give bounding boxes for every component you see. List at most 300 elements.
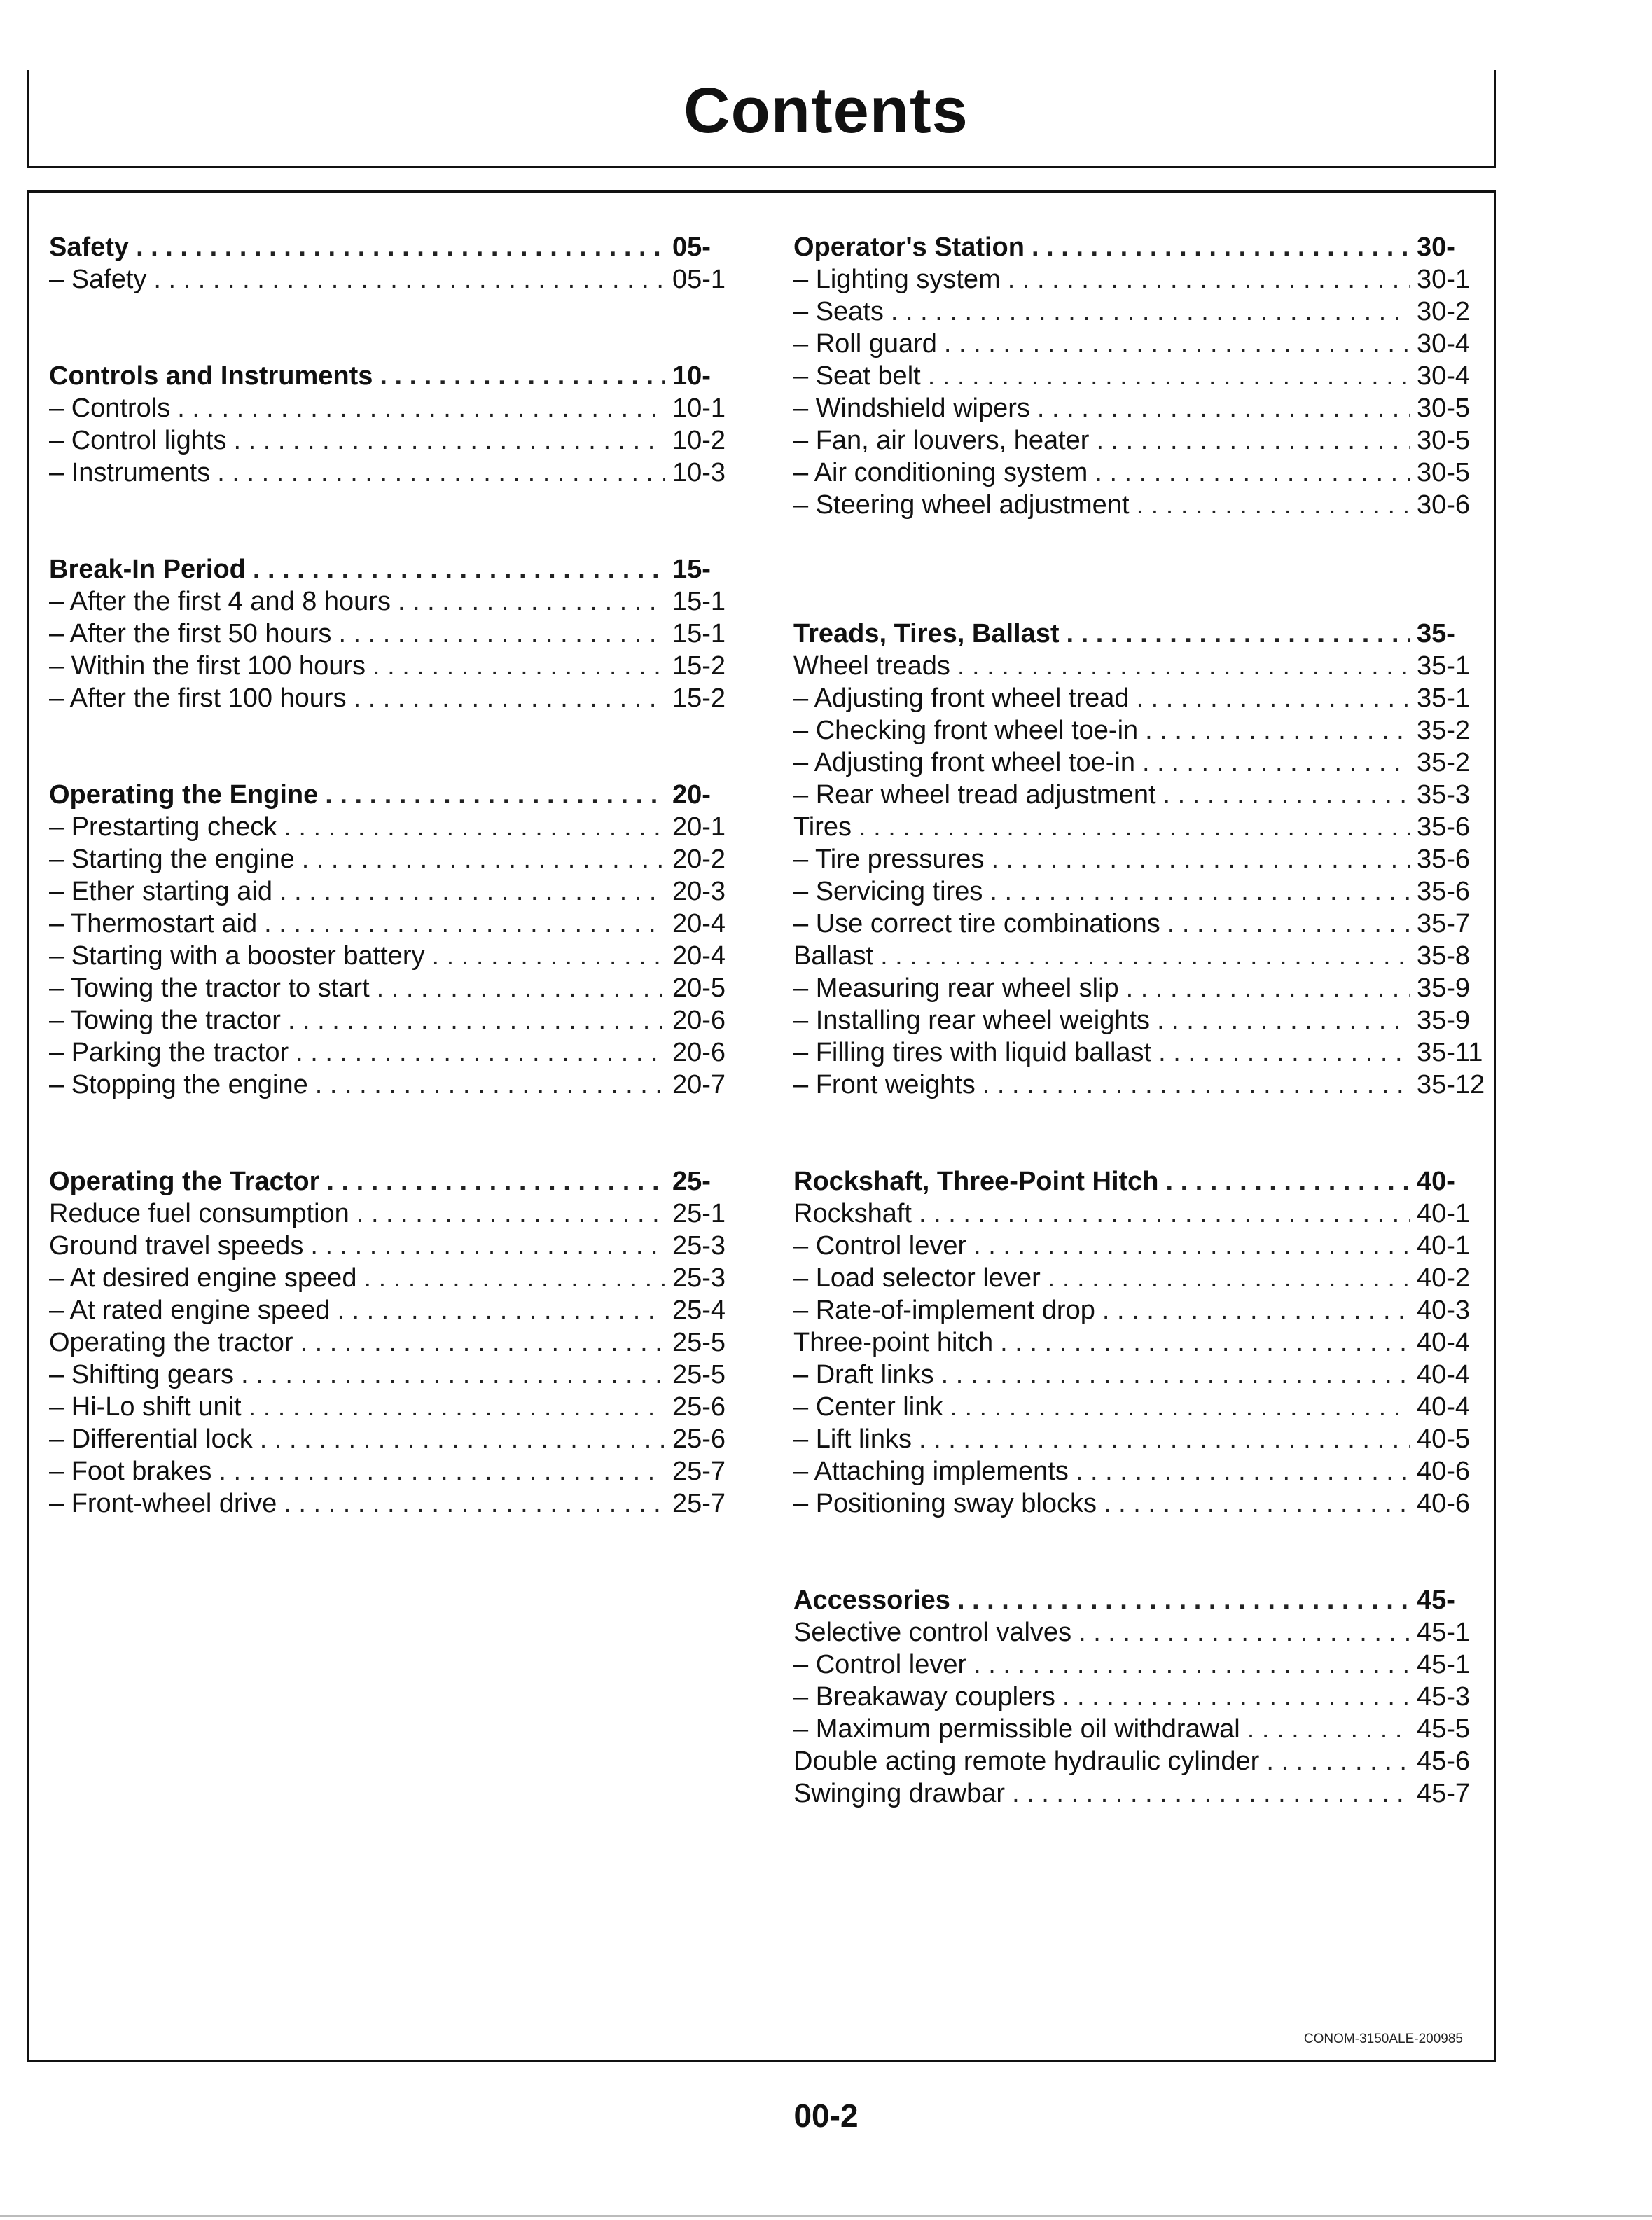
toc-entry[interactable]	[793, 1262, 1476, 1294]
toc-entry-label: – Control lever	[793, 1231, 967, 1261]
toc-entry[interactable]	[793, 1036, 1483, 1069]
spacer	[49, 714, 732, 747]
toc-entry[interactable]	[49, 1326, 732, 1359]
toc-entry-label: – Parking the tractor	[49, 1038, 289, 1067]
toc-entry[interactable]	[793, 908, 1476, 940]
toc-entry-page: 40-4	[1417, 1392, 1471, 1422]
dot-leader	[363, 1262, 665, 1294]
toc-entry-label: Operating the tractor	[49, 1328, 293, 1357]
toc-entry-label: – At desired engine speed	[49, 1263, 357, 1293]
toc-entry-label: – Air conditioning system	[793, 458, 1088, 487]
toc-entry-page: 20-2	[672, 845, 726, 874]
dot-leader	[217, 457, 665, 489]
toc-entry-page: 15-	[672, 555, 711, 584]
toc-entry[interactable]	[793, 263, 1476, 296]
toc-entry[interactable]	[49, 618, 732, 650]
toc-entry-page: 20-3	[672, 877, 726, 906]
toc-entry[interactable]	[49, 1036, 732, 1069]
toc-entry[interactable]	[49, 972, 732, 1004]
toc-entry-page: 35-6	[1417, 812, 1471, 842]
toc-entry-page: 35-12	[1417, 1070, 1485, 1099]
dot-leader	[233, 424, 665, 457]
spacer	[49, 1101, 732, 1133]
toc-entry-label: Controls and Instruments	[49, 361, 373, 391]
toc-entry-label: – Tire pressures	[793, 845, 985, 874]
toc-entry-page: 35-1	[1417, 684, 1471, 713]
toc-entry-page: 25-3	[672, 1231, 726, 1261]
toc-entry-label: – Breakaway couplers	[793, 1682, 1055, 1712]
toc-section-heading[interactable]	[793, 1584, 1476, 1616]
toc-entry[interactable]	[793, 1455, 1476, 1487]
toc-entry-page: 25-	[672, 1167, 711, 1196]
toc-entry-label: – Towing the tractor to start	[49, 973, 370, 1003]
toc-entry[interactable]	[793, 296, 1476, 328]
dot-leader	[1137, 682, 1410, 714]
dot-leader	[1247, 1713, 1410, 1745]
toc-entry-page: 15-1	[672, 619, 726, 648]
toc-entry-page: 10-3	[672, 458, 726, 487]
toc-entry[interactable]	[793, 1713, 1476, 1745]
dot-leader	[264, 908, 665, 940]
toc-entry[interactable]	[49, 392, 732, 424]
toc-entry[interactable]	[793, 1616, 1476, 1649]
toc-entry[interactable]	[793, 1004, 1476, 1036]
toc-entry[interactable]	[793, 811, 1476, 843]
toc-entry-label: – Rate-of-implement drop	[793, 1296, 1095, 1325]
toc-entry-label: – At rated engine speed	[49, 1296, 331, 1325]
toc-entry-label: – Safety	[49, 265, 147, 294]
toc-entry-page: 35-11	[1417, 1038, 1483, 1067]
dot-leader	[1032, 231, 1410, 263]
dot-leader	[991, 843, 1410, 875]
toc-entry-page: 45-5	[1417, 1714, 1471, 1744]
toc-entry-page: 40-6	[1417, 1489, 1471, 1518]
toc-entry-page: 45-3	[1417, 1682, 1471, 1712]
toc-entry-label: – Shifting gears	[49, 1360, 235, 1389]
toc-entry[interactable]	[793, 682, 1476, 714]
dot-leader	[919, 1423, 1410, 1455]
toc-entry-page: 05-1	[672, 265, 726, 294]
toc-entry-page: 05-	[672, 233, 711, 262]
toc-entry-label: – Filling tires with liquid ballast	[793, 1038, 1152, 1067]
toc-entry-label: Rockshaft, Three-Point Hitch	[793, 1167, 1159, 1196]
toc-section-heading[interactable]	[793, 618, 1476, 650]
toc-entry[interactable]	[49, 843, 732, 875]
toc-section-heading[interactable]	[793, 1165, 1476, 1198]
dot-leader	[1000, 1326, 1410, 1359]
toc-entry-label: – Adjusting front wheel tread	[793, 684, 1130, 713]
toc-entry-label: Three-point hitch	[793, 1328, 994, 1357]
toc-entry-label: – Lighting system	[793, 265, 1001, 294]
dot-leader	[957, 650, 1410, 682]
dot-leader	[983, 1069, 1410, 1101]
dot-leader	[1067, 618, 1410, 650]
toc-entry[interactable]	[49, 1004, 732, 1036]
toc-entry-page: 45-1	[1417, 1618, 1471, 1647]
dot-leader	[957, 1584, 1410, 1616]
toc-entry[interactable]	[49, 940, 732, 972]
toc-entry-label: – Rear wheel tread adjustment	[793, 780, 1156, 810]
toc-entry-label: – Attaching implements	[793, 1457, 1069, 1486]
toc-entry-label: – Towing the tractor	[49, 1006, 281, 1035]
dot-leader	[1266, 1745, 1410, 1777]
dot-leader	[288, 1004, 665, 1036]
dot-leader	[373, 650, 665, 682]
toc-entry-label: – Control lever	[793, 1650, 967, 1679]
toc-entry[interactable]	[793, 1423, 1476, 1455]
toc-entry-page: 35-6	[1417, 877, 1471, 906]
toc-entry-page: 30-4	[1417, 361, 1471, 391]
dot-leader	[398, 585, 665, 618]
dot-leader	[296, 1036, 665, 1069]
toc-entry-label: – After the first 4 and 8 hours	[49, 587, 391, 616]
toc-entry-page: 40-2	[1417, 1263, 1471, 1293]
toc-entry[interactable]	[793, 1230, 1476, 1262]
toc-entry[interactable]	[49, 263, 732, 296]
page-title: Contents	[683, 75, 969, 146]
toc-entry-label: – Starting the engine	[49, 845, 295, 874]
toc-entry[interactable]	[793, 1487, 1476, 1520]
dot-leader	[950, 1391, 1410, 1423]
contents-column-left	[49, 231, 732, 1520]
toc-entry[interactable]	[793, 843, 1476, 875]
toc-entry[interactable]	[49, 650, 732, 682]
toc-entry-label: Ballast	[793, 941, 874, 971]
toc-entry[interactable]	[793, 747, 1476, 779]
toc-entry[interactable]	[793, 360, 1476, 392]
toc-entry[interactable]	[49, 1423, 732, 1455]
toc-entry-label: – Maximum permissible oil withdrawal	[793, 1714, 1240, 1744]
dot-leader	[177, 392, 665, 424]
dot-leader	[1142, 747, 1410, 779]
dot-leader	[891, 296, 1410, 328]
toc-entry-label: – Positioning sway blocks	[793, 1489, 1097, 1518]
toc-entry[interactable]	[49, 811, 732, 843]
toc-entry[interactable]	[793, 457, 1476, 489]
dot-leader	[432, 940, 665, 972]
toc-entry-page: 25-5	[672, 1360, 726, 1389]
toc-entry-page: 30-5	[1417, 394, 1471, 423]
toc-section-heading[interactable]	[49, 360, 732, 392]
toc-entry-page: 40-4	[1417, 1328, 1471, 1357]
toc-entry-page: 30-1	[1417, 265, 1471, 294]
toc-entry-label: Operator's Station	[793, 233, 1025, 262]
toc-entry[interactable]	[793, 1359, 1476, 1391]
toc-section-heading[interactable]	[49, 553, 732, 585]
spacer	[49, 1133, 732, 1165]
toc-entry[interactable]	[793, 1198, 1476, 1230]
toc-entry-label: Accessories	[793, 1586, 950, 1615]
toc-entry[interactable]	[49, 1487, 732, 1520]
dot-leader	[377, 972, 665, 1004]
toc-entry-page: 35-9	[1417, 1006, 1471, 1035]
toc-entry-page: 35-2	[1417, 748, 1471, 777]
toc-entry-label: – Adjusting front wheel toe-in	[793, 748, 1135, 777]
toc-entry-page: 25-4	[672, 1296, 726, 1325]
dot-leader	[338, 618, 665, 650]
toc-entry-page: 20-5	[672, 973, 726, 1003]
toc-entry[interactable]	[49, 457, 732, 489]
toc-entry-page: 25-5	[672, 1328, 726, 1357]
toc-entry-label: Reduce fuel consumption	[49, 1199, 349, 1228]
document-code: CONOM-3150ALE-200985	[1303, 2032, 1463, 2046]
toc-entry-label: Break-In Period	[49, 555, 246, 584]
toc-entry-page: 35-7	[1417, 909, 1471, 938]
toc-entry[interactable]	[49, 1230, 732, 1262]
dot-leader	[315, 1069, 665, 1101]
toc-entry-label: Operating the Engine	[49, 780, 319, 810]
dot-leader	[356, 1198, 665, 1230]
toc-entry-page: 25-1	[672, 1199, 726, 1228]
toc-entry-page: 35-6	[1417, 845, 1471, 874]
dot-leader	[218, 1455, 665, 1487]
dot-leader	[1104, 1487, 1410, 1520]
toc-entry-label: – Windshield wipers	[793, 394, 1030, 423]
toc-entry-label: – Servicing tires	[793, 877, 983, 906]
toc-entry-label: – Fan, air louvers, heater	[793, 426, 1090, 455]
dot-leader	[973, 1230, 1410, 1262]
toc-entry-label: – Roll guard	[793, 329, 937, 359]
toc-entry-label: – After the first 100 hours	[49, 684, 347, 713]
toc-entry-label: – Controls	[49, 394, 171, 423]
toc-entry-label: Treads, Tires, Ballast	[793, 619, 1060, 648]
toc-entry-page: 35-2	[1417, 716, 1471, 745]
toc-entry-label: – After the first 50 hours	[49, 619, 332, 648]
toc-entry[interactable]	[793, 972, 1476, 1004]
toc-entry-label: Double acting remote hydraulic cylinder	[793, 1747, 1260, 1776]
toc-entry-label: Swinging drawbar	[793, 1779, 1006, 1808]
spacer	[49, 747, 732, 779]
dot-leader	[1095, 457, 1410, 489]
dot-leader	[1157, 1004, 1410, 1036]
toc-entry[interactable]	[49, 585, 732, 618]
dot-leader	[1145, 714, 1410, 747]
toc-entry-page: 20-1	[672, 812, 726, 842]
toc-entry-page: 45-1	[1417, 1650, 1471, 1679]
toc-entry-page: 40-6	[1417, 1457, 1471, 1486]
toc-entry-label: Safety	[49, 233, 130, 262]
toc-entry-page: 25-3	[672, 1263, 726, 1293]
toc-section-heading[interactable]	[49, 779, 732, 811]
dot-leader	[302, 843, 665, 875]
toc-entry-page: 35-9	[1417, 973, 1471, 1003]
toc-entry[interactable]	[793, 650, 1476, 682]
spacer	[793, 521, 1476, 553]
toc-entry-label: – Steering wheel adjustment	[793, 490, 1130, 520]
dot-leader	[990, 875, 1410, 908]
toc-entry[interactable]	[793, 875, 1476, 908]
dot-leader	[1037, 392, 1410, 424]
toc-entry-page: 30-	[1417, 233, 1455, 262]
toc-entry[interactable]	[49, 682, 732, 714]
toc-section-heading[interactable]	[793, 231, 1476, 263]
toc-entry[interactable]	[793, 392, 1476, 424]
toc-entry[interactable]	[793, 1681, 1476, 1713]
toc-entry-page: 20-6	[672, 1006, 726, 1035]
toc-entry-page: 15-2	[672, 684, 726, 713]
toc-entry-page: 20-4	[672, 941, 726, 971]
toc-entry[interactable]	[49, 875, 732, 908]
toc-section-heading[interactable]	[49, 231, 732, 263]
toc-entry[interactable]	[793, 1649, 1476, 1681]
dot-leader	[1137, 489, 1410, 521]
dot-leader	[310, 1230, 665, 1262]
dot-leader	[1096, 424, 1410, 457]
toc-entry-label: – Load selector lever	[793, 1263, 1041, 1293]
dot-leader	[1166, 1165, 1410, 1198]
toc-entry[interactable]	[793, 1391, 1476, 1423]
toc-entry[interactable]	[793, 489, 1476, 521]
dot-leader	[136, 231, 665, 263]
dot-leader	[279, 875, 665, 908]
dot-leader	[337, 1294, 665, 1326]
toc-entry-page: 10-1	[672, 394, 726, 423]
toc-entry-label: Selective control valves	[793, 1618, 1072, 1647]
toc-entry-page: 25-7	[672, 1489, 726, 1518]
toc-entry-label: Tires	[793, 812, 852, 842]
dot-leader	[1102, 1294, 1410, 1326]
dot-leader	[1167, 908, 1410, 940]
toc-entry-page: 35-8	[1417, 941, 1471, 971]
toc-entry[interactable]	[793, 1326, 1476, 1359]
toc-entry-label: Rockshaft	[793, 1199, 912, 1228]
toc-entry-page: 20-7	[672, 1070, 726, 1099]
toc-entry[interactable]	[793, 714, 1476, 747]
toc-entry[interactable]	[49, 1262, 732, 1294]
dot-leader	[1008, 263, 1410, 296]
spacer	[793, 585, 1476, 618]
toc-entry-label: – Seat belt	[793, 361, 921, 391]
toc-entry-label: – Measuring rear wheel slip	[793, 973, 1119, 1003]
toc-entry-page: 10-2	[672, 426, 726, 455]
toc-entry-label: – Use correct tire combinations	[793, 909, 1160, 938]
bottom-rule	[0, 2215, 1652, 2217]
toc-entry-label: – Thermostart aid	[49, 909, 258, 938]
page-number: 00-2	[793, 2097, 859, 2134]
toc-entry-label: – Prestarting check	[49, 812, 277, 842]
toc-entry-page: 30-6	[1417, 490, 1471, 520]
toc-entry[interactable]	[49, 1069, 732, 1101]
toc-entry-label: – Starting with a booster battery	[49, 941, 425, 971]
dot-leader	[284, 1487, 665, 1520]
spacer	[49, 328, 732, 360]
toc-entry-page: 25-6	[672, 1392, 726, 1422]
toc-entry-page: 35-3	[1417, 780, 1471, 810]
toc-entry-label: – Front-wheel drive	[49, 1489, 277, 1518]
toc-entry-page: 40-4	[1417, 1360, 1471, 1389]
toc-entry-page: 45-6	[1417, 1747, 1471, 1776]
toc-entry-page: 30-4	[1417, 329, 1471, 359]
toc-entry[interactable]	[793, 1777, 1476, 1810]
toc-entry-page: 25-6	[672, 1424, 726, 1454]
toc-entry-page: 25-7	[672, 1457, 726, 1486]
dot-leader	[1012, 1777, 1410, 1810]
toc-entry-label: – Stopping the engine	[49, 1070, 308, 1099]
toc-entry[interactable]	[793, 1069, 1485, 1101]
toc-entry[interactable]	[793, 1294, 1476, 1326]
dot-leader	[284, 811, 665, 843]
toc-entry-page: 20-4	[672, 909, 726, 938]
toc-entry-page: 35-	[1417, 619, 1455, 648]
toc-entry[interactable]	[49, 1198, 732, 1230]
toc-entry-page: 30-2	[1417, 297, 1471, 326]
dot-leader	[249, 1391, 665, 1423]
toc-entry-label: – Within the first 100 hours	[49, 651, 366, 681]
dot-leader	[253, 553, 665, 585]
toc-entry-label: – Hi-Lo shift unit	[49, 1392, 242, 1422]
toc-entry-label: Operating the Tractor	[49, 1167, 320, 1196]
toc-entry[interactable]	[49, 1359, 732, 1391]
toc-entry[interactable]	[49, 1294, 732, 1326]
toc-entry[interactable]	[49, 908, 732, 940]
toc-entry[interactable]	[793, 328, 1476, 360]
toc-entry-page: 40-1	[1417, 1199, 1471, 1228]
toc-entry[interactable]	[793, 940, 1476, 972]
toc-entry-page: 30-5	[1417, 458, 1471, 487]
toc-entry-page: 35-1	[1417, 651, 1471, 681]
dot-leader	[241, 1359, 665, 1391]
toc-entry[interactable]	[793, 1745, 1476, 1777]
spacer	[49, 489, 732, 521]
dot-leader	[973, 1649, 1410, 1681]
toc-entry-label: – Draft links	[793, 1360, 934, 1389]
spacer	[793, 1133, 1476, 1165]
toc-entry-page: 15-2	[672, 651, 726, 681]
toc-entry-label: Ground travel speeds	[49, 1231, 304, 1261]
dot-leader	[859, 811, 1410, 843]
toc-section-heading[interactable]	[49, 1165, 732, 1198]
toc-entry-page: 40-5	[1417, 1424, 1471, 1454]
toc-entry-label: – Ether starting aid	[49, 877, 272, 906]
dot-leader	[1078, 1616, 1410, 1649]
dot-leader	[1062, 1681, 1410, 1713]
spacer	[49, 521, 732, 553]
toc-entry[interactable]	[49, 1391, 732, 1423]
dot-leader	[1076, 1455, 1410, 1487]
toc-entry[interactable]	[793, 779, 1476, 811]
dot-leader	[260, 1423, 665, 1455]
toc-entry[interactable]	[49, 424, 732, 457]
toc-entry[interactable]	[793, 424, 1476, 457]
toc-entry-label: – Center link	[793, 1392, 943, 1422]
dot-leader	[300, 1326, 665, 1359]
spacer	[49, 296, 732, 328]
toc-entry-label: – Foot brakes	[49, 1457, 212, 1486]
toc-entry-label: – Front weights	[793, 1070, 976, 1099]
toc-entry-page: 20-	[672, 780, 711, 810]
toc-entry-page: 20-6	[672, 1038, 726, 1067]
toc-entry-page: 15-1	[672, 587, 726, 616]
dot-leader	[1126, 972, 1410, 1004]
toc-entry-label: – Installing rear wheel weights	[793, 1006, 1151, 1035]
dot-leader	[380, 360, 665, 392]
dot-leader	[1158, 1036, 1410, 1069]
toc-entry-page: 45-	[1417, 1586, 1455, 1615]
toc-entry-label: – Lift links	[793, 1424, 912, 1454]
contents-column-right	[793, 231, 1485, 1810]
dot-leader	[1048, 1262, 1410, 1294]
toc-entry-page: 10-	[672, 361, 711, 391]
toc-entry-label: Wheel treads	[793, 651, 950, 681]
toc-entry-page: 40-3	[1417, 1296, 1471, 1325]
toc-entry-page: 40-1	[1417, 1231, 1471, 1261]
dot-leader	[326, 1165, 665, 1198]
toc-entry-label: – Instruments	[49, 458, 211, 487]
toc-entry-page: 45-7	[1417, 1779, 1471, 1808]
toc-entry-label: – Differential lock	[49, 1424, 253, 1454]
spacer	[793, 1520, 1476, 1552]
toc-entry[interactable]	[49, 1455, 732, 1487]
